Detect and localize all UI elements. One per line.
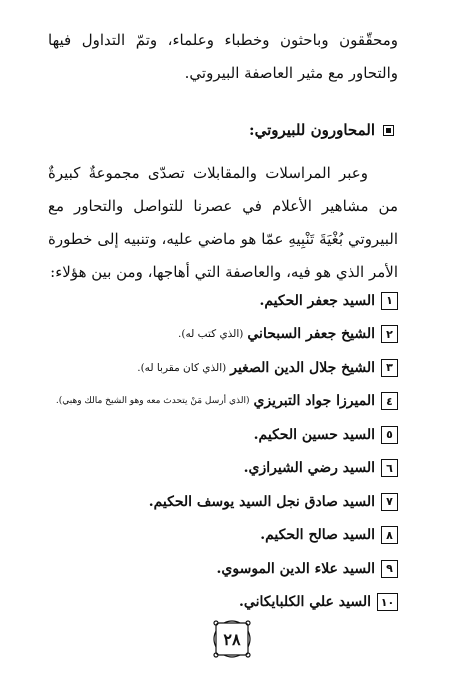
page-number: ٢٨ — [223, 629, 241, 649]
interlocutors-list — [38, 284, 398, 619]
list-item — [38, 418, 398, 452]
item-number-box: ٢ — [381, 325, 398, 343]
list-item — [38, 318, 398, 352]
item-number-box: ٥ — [381, 426, 398, 444]
item-name: الشيخ جعفر السبحاني — [247, 326, 375, 343]
paragraph-body: وعبر المراسلات والمقابلات تصدّى مجموعةٌ كبيرةٌ من مشاهير الأعلام في عصرنا للتواصل والتحاور مع البيروتي بُغْيَةَ تَنْبِيهِ عمّا هو ماضي عليه، وتنبيه إلى خطورة الأمر الذي هو فيه، والعاصفة التي أهاجها، ومن بين هؤلاء: — [48, 164, 398, 281]
item-name: السيد علاء الدين الموسوي. — [216, 560, 375, 577]
item-name: السيد جعفر الحكيم. — [259, 292, 375, 309]
section-heading-text: المحاورون للبيروتي: — [249, 121, 375, 139]
item-name: السيد صالح الحكيم. — [260, 527, 375, 544]
item-name: الشيخ جلال الدين الصغير — [230, 359, 375, 376]
item-number-box: ٦ — [381, 459, 398, 477]
list-item — [38, 284, 398, 318]
item-number-box: ١٠ — [377, 593, 398, 611]
paragraph-intro: ومحقّقون وباحثون وخطباء وعلماء، وتمّ التداول فيها والتحاور مع مثير العاصفة البيروتي. — [48, 31, 398, 82]
item-note: (الذي أرسل مَنْ يتحدث معه وهو الشيخ مالك وهبي). — [55, 396, 250, 407]
item-name: الميرزا جواد التبريزي — [253, 393, 375, 410]
item-name: السيد رضي الشيرازي. — [243, 460, 375, 477]
item-number-box: ٤ — [381, 392, 398, 410]
list-item — [38, 552, 398, 586]
list-item — [38, 519, 398, 553]
item-note: (الذي كتب له). — [178, 328, 244, 341]
item-number-box: ٧ — [381, 493, 398, 511]
item-name: السيد صادق نجل السيد يوسف الحكيم. — [148, 493, 375, 510]
square-bullet-icon — [383, 125, 394, 136]
item-note: (الذي كان مقربا له). — [137, 361, 227, 374]
list-item — [38, 485, 398, 519]
list-item — [38, 586, 398, 620]
page-number-ornament — [210, 617, 254, 661]
list-item — [38, 385, 398, 419]
list-item — [38, 351, 398, 385]
item-number-box: ٨ — [381, 526, 398, 544]
item-number-box: ٣ — [381, 359, 398, 377]
list-item — [38, 452, 398, 486]
section-heading — [249, 117, 394, 143]
item-number-box: ٩ — [381, 560, 398, 578]
item-name: السيد علي الكلبايكاني. — [239, 594, 371, 611]
item-name: السيد حسين الحكيم. — [253, 426, 375, 443]
item-number-box: ١ — [381, 292, 398, 310]
